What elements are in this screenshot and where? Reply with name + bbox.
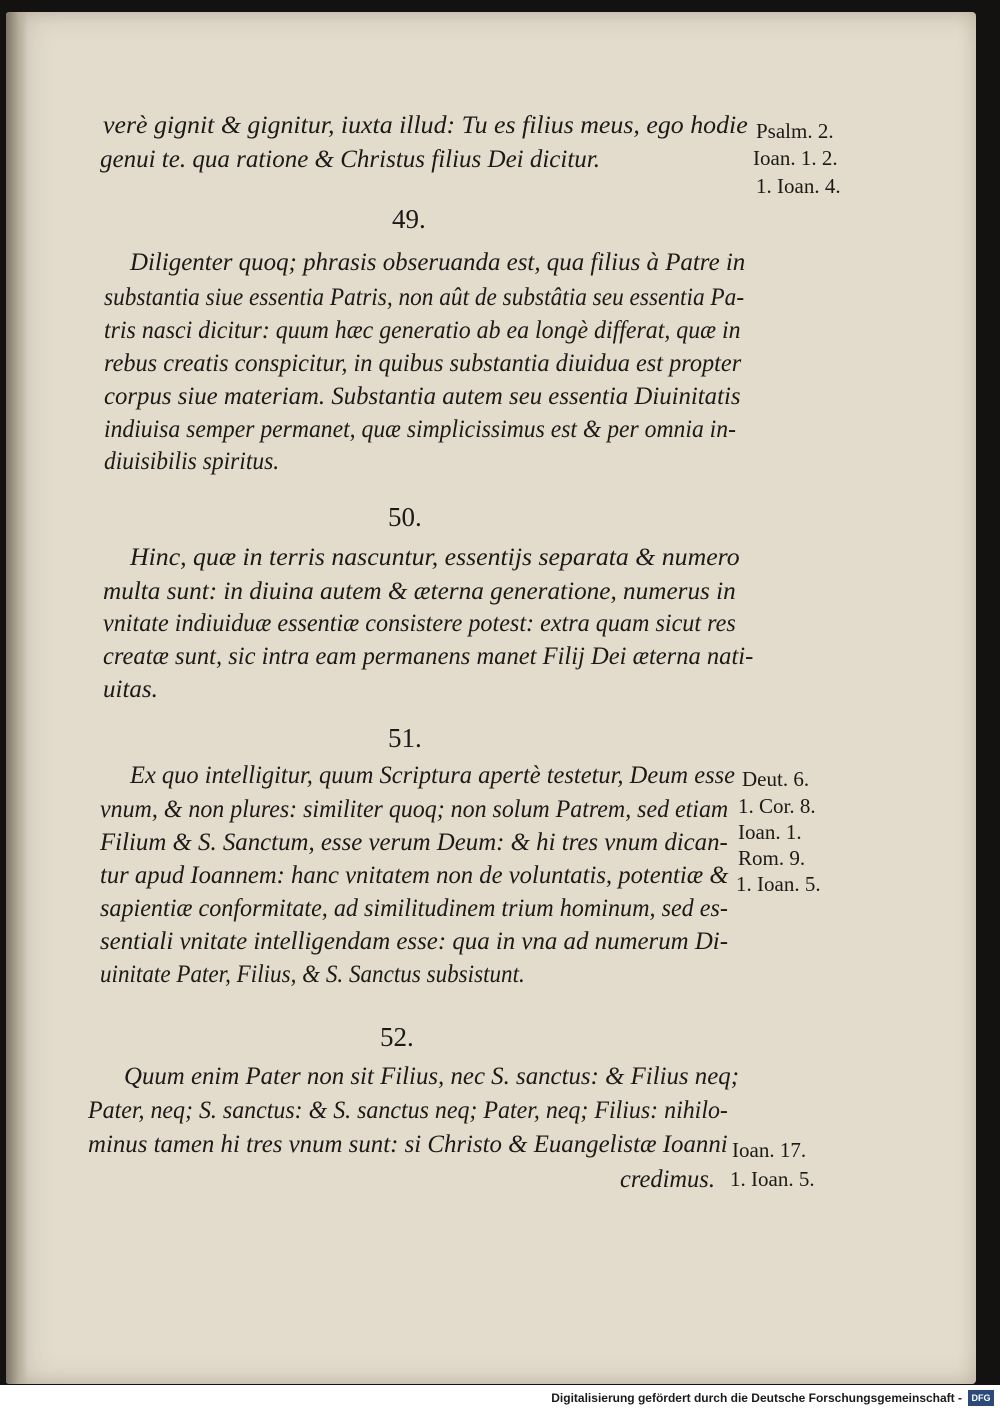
text-line-content: credimus. (620, 1166, 715, 1193)
text-line (0, 676, 1000, 712)
margin-reference: Psalm. 2. (756, 119, 834, 143)
text-line-content: genui te. qua ratione & Christus filius Dei dicitur. (100, 146, 600, 173)
text-line-content: Hinc, quæ in terris nascuntur, essentijs separata & numero (130, 544, 740, 571)
text-line (0, 610, 1000, 646)
margin-reference: Ioan. 17. (732, 1138, 807, 1162)
digitization-footer (0, 1385, 1000, 1412)
text-line-content: Diligenter quoq; phrasis obseruanda est, qua filius à Patre in (130, 249, 746, 276)
text-line (0, 928, 1000, 964)
text-line (0, 317, 1000, 353)
text-line-content: vnum, & non plures: similiter quoq; non solum Patrem, sed etiam (100, 796, 729, 823)
text-line (0, 146, 1000, 182)
margin-reference: Deut. 6. (742, 767, 810, 791)
section-number: 52. (380, 1022, 414, 1052)
text-line-content: sapientiæ conformitate, ad similitudinem trium hominum, sed es- (100, 895, 728, 922)
text-line-content: tris nasci dicitur: quum hæc generatio ab ea longè differat, quæ in (104, 317, 741, 344)
text-line-content: uinitate Pater, Filius, & S. Sanctus subsistunt. (100, 961, 525, 988)
text-line-content: multa sunt: in diuina autem & æterna generatione, numerus in (103, 578, 736, 605)
text-line (0, 1131, 1000, 1167)
margin-reference: Ioan. 1. (738, 820, 802, 844)
footer-credit-text: Digitalisierung gefördert durch die Deutsche Forschungsgemeinschaft - (551, 1391, 962, 1405)
text-line-content: verè gignit & gignitur, iuxta illud: Tu es filius meus, ego hodie (103, 112, 748, 139)
section-number: 50. (388, 502, 422, 532)
margin-reference: Rom. 9. (738, 846, 806, 870)
section-number: 51. (388, 723, 422, 753)
text-line-content: Pater, neq; S. sanctus: & S. sanctus neq; Pater, neq; Filius: nihilo- (88, 1097, 728, 1124)
margin-reference: 1. Cor. 8. (738, 794, 816, 818)
text-line (0, 1166, 1000, 1202)
margin-reference: Ioan. 1. 2. (753, 146, 838, 170)
margin-reference: 1. Ioan. 5. (730, 1167, 815, 1191)
margin-reference: 1. Ioan. 5. (736, 872, 821, 896)
text-line (0, 112, 1000, 148)
text-line (0, 961, 1000, 997)
text-line-content: Ex quo intelligitur, quum Scriptura apertè testetur, Deum esse (130, 762, 736, 789)
text-line (0, 383, 1000, 419)
text-line (0, 284, 1000, 320)
text-line-content: rebus creatis conspicitur, in quibus substantia diuidua est propter (104, 350, 742, 377)
text-line-content: tur apud Ioannem: hanc vnitatem non de voluntatis, potentiæ & (100, 862, 729, 889)
text-line-content: diuisibilis spiritus. (104, 448, 280, 475)
text-line (0, 796, 1000, 832)
margin-reference: 1. Ioan. 4. (756, 174, 841, 198)
text-line-content: uitas. (103, 676, 158, 703)
text-line (0, 448, 1000, 484)
text-line-content: indiuisa semper permanet, quæ simplicissimus est & per omnia in- (104, 416, 736, 443)
text-line-content: Filium & S. Sanctum, esse verum Deum: & hi tres vnum dican- (100, 829, 728, 856)
section-number: 49. (392, 204, 426, 234)
text-line-content: vnitate indiuiduæ essentiæ consistere potest: extra quam sicut res (103, 610, 736, 637)
text-line-content: sentiali vnitate intelligendam esse: qua in vna ad numerum Di- (100, 928, 728, 955)
text-line (0, 762, 1000, 798)
text-line (0, 829, 1000, 865)
text-line-content: creatæ sunt, sic intra eam permanens manet Filij Dei æterna nati- (103, 643, 754, 670)
text-line-content: substantia siue essentia Patris, non aût de substâtia seu essentia Pa- (104, 284, 745, 311)
text-line (0, 643, 1000, 679)
text-line (0, 544, 1000, 580)
text-line (0, 578, 1000, 614)
text-line (0, 1097, 1000, 1133)
text-line (0, 416, 1000, 452)
dfg-logo: DFG (968, 1390, 994, 1406)
text-line (0, 249, 1000, 285)
text-line (0, 895, 1000, 931)
text-line-content: corpus siue materiam. Substantia autem seu essentia Diuinitatis (104, 383, 741, 410)
text-line-content: minus tamen hi tres vnum sunt: si Christo & Euangelistæ Ioanni (88, 1131, 728, 1158)
text-line (0, 350, 1000, 386)
text-line-content: Quum enim Pater non sit Filius, nec S. sanctus: & Filius neq; (124, 1063, 739, 1090)
text-line (0, 1063, 1000, 1099)
text-line (0, 862, 1000, 898)
